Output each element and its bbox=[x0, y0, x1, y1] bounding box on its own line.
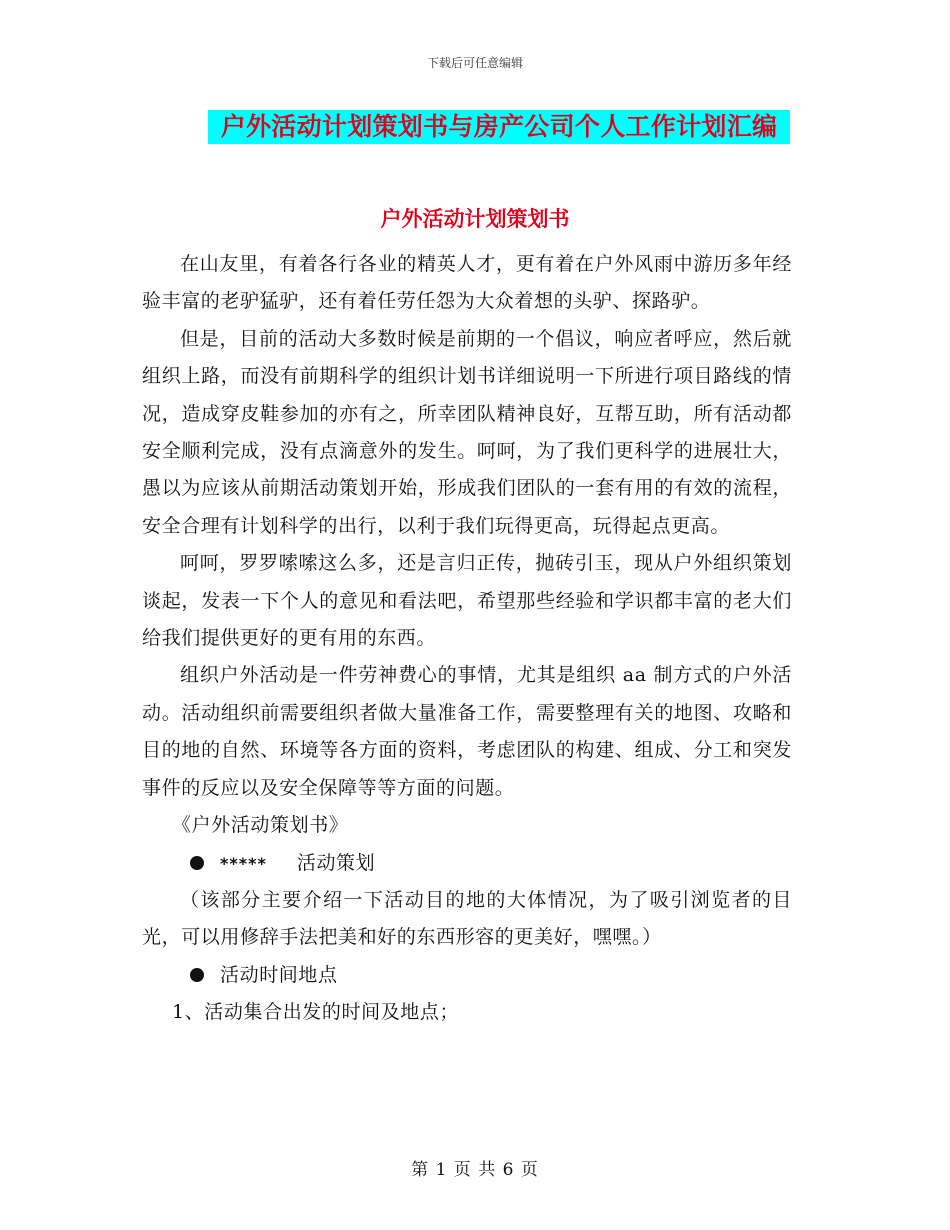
bullet-dot-icon bbox=[190, 856, 204, 870]
book-title-line: 《户外活动策划书》 bbox=[172, 814, 349, 837]
paragraph-back-to-topic: 呵呵，罗罗嗦嗦这么多，还是言归正传，抛砖引玉，现从户外组织策划谈起，发表一下个人的意见和看法吧，希望那些经验和学识都丰富的老大们给我们提供更好的更有用的东西。 bbox=[142, 552, 792, 650]
bullet-label: 活动策划 bbox=[296, 851, 376, 874]
paragraph-intro: 在山友里，有着各行各业的精英人才，更有着在户外风雨中游历多年经验丰富的老驴猛驴，还有着任劳任怨为大众着想的头驴、探路驴。 bbox=[142, 253, 792, 313]
document-title: 户外活动计划策划书与房产公司个人工作计划汇编 bbox=[220, 112, 778, 141]
page-footer: 第 1 页 共 6 页 bbox=[411, 1160, 539, 1180]
document-body bbox=[142, 246, 792, 1032]
bullet-label: 活动时间地点 bbox=[220, 963, 338, 986]
list-item-assembly: 1、活动集合出发的时间及地点； bbox=[172, 1001, 460, 1024]
bullet-dot-icon bbox=[190, 968, 204, 982]
paragraph-current-situation: 但是，目前的活动大多数时候是前期的一个倡议，响应者呼应，然后就组织上路，而没有前期科学的组织计划书详细说明一下所进行项目路线的情况，造成穿皮鞋参加的亦有之，所幸团队精神良好，互帮互助，所有活动都安全顺利完成，没有点滴意外的发生。呵呵，为了我们更科学的进展壮大，愚以为应该从前期活动策划开始，形成我们团队的一套有用的有效的流程，安全合理有计划科学的出行，以利于我们玩得更高，玩得起点更高。 bbox=[142, 327, 792, 537]
paragraph-organizing-activities: 组织户外活动是一件劳神费心的事情，尤其是组织 aa 制方式的户外活动。活动组织前需要组织者做大量准备工作，需要整理有关的地图、攻略和目的地的自然、环境等各方面的资料，考虑团队的构建、组成、分工和突发事件的反应以及安全保障等等方面的问题。 bbox=[142, 664, 792, 799]
header-note: 下载后可任意编辑 bbox=[426, 56, 523, 70]
section-title: 户外活动计划策划书 bbox=[380, 207, 570, 231]
document-title-highlight bbox=[208, 110, 790, 144]
stars-marker: ***** bbox=[220, 853, 267, 873]
bullet-activity-planning bbox=[142, 845, 792, 882]
bullet-time-place bbox=[142, 957, 792, 994]
paragraph-section-note: （该部分主要介绍一下活动目的地的大体情况，为了吸引浏览者的目光，可以用修辞手法把美和好的东西形容的更美好，嘿嘿。） bbox=[142, 888, 792, 949]
